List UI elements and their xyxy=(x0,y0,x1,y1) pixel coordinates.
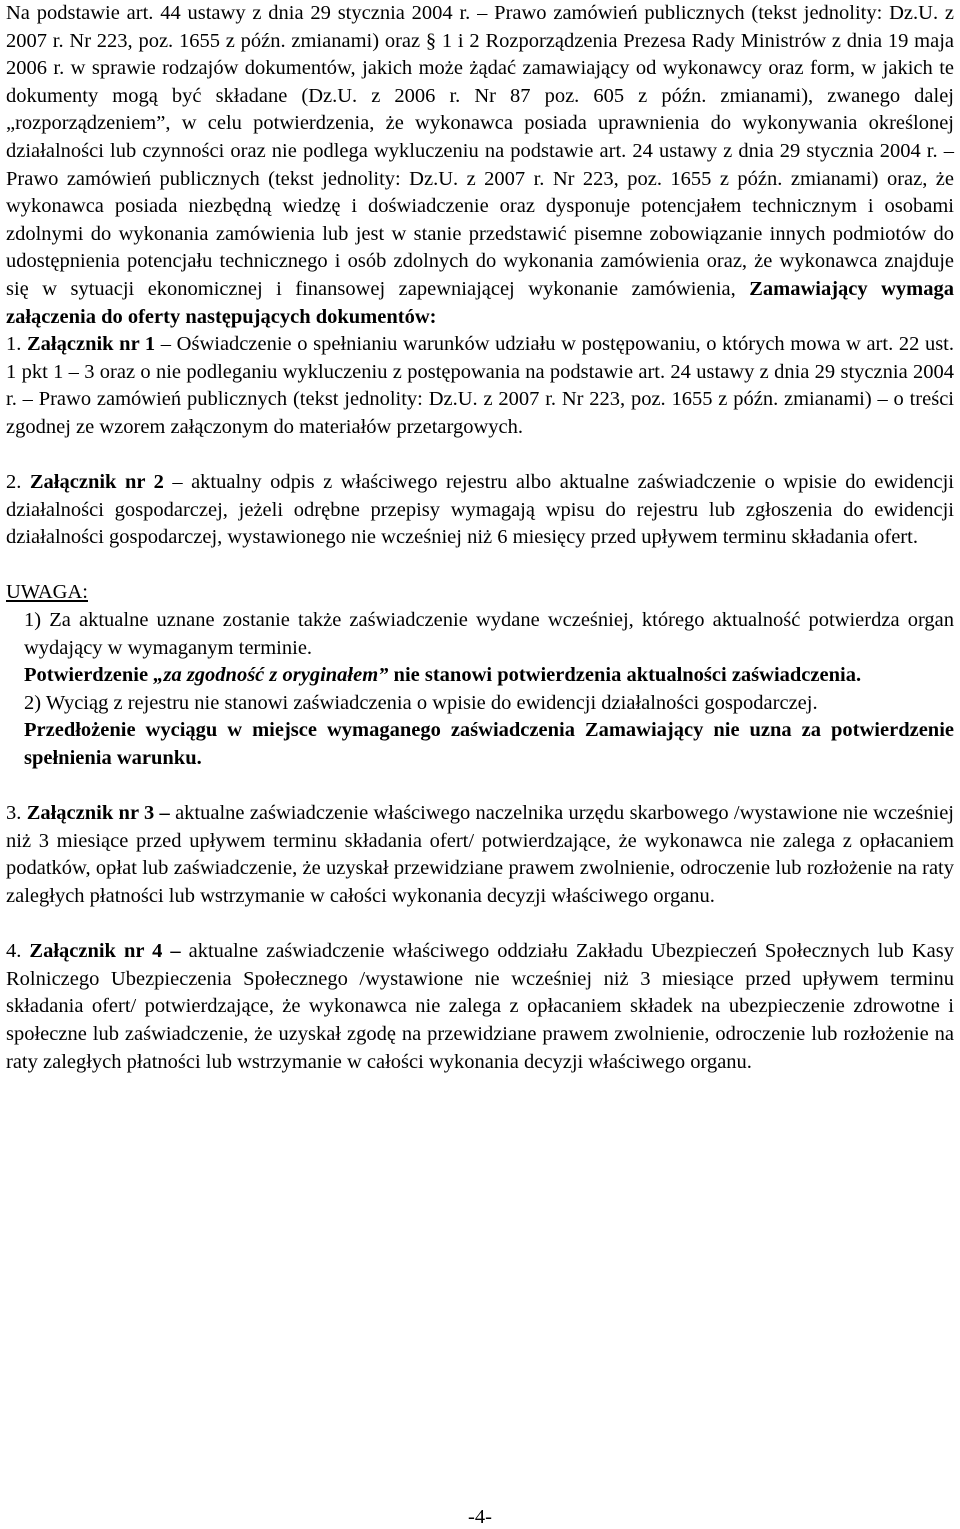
uwaga-note-end: nie stanowi potwierdzenia aktualności zaświadczenia. xyxy=(388,664,862,687)
uwaga-extract-text: Przedłożenie wyciągu w miejsce wymaganego zaświadczenia Zamawiający nie uzna za potwierdzenie spełnienia warunku. xyxy=(24,719,954,770)
item-3-label: Załącznik nr 3 – xyxy=(26,802,170,825)
uwaga-point-1: 1) Za aktualne uznane zostanie także zaświadczenie wydane wcześniej, którego aktualność potwierdza organ wydający w wymaganym terminie. xyxy=(24,609,954,659)
uwaga-note-quote: „za zgodność z oryginałem” xyxy=(153,664,389,687)
item-3-number: 3. xyxy=(6,802,27,825)
item-4-number: 4. xyxy=(6,940,30,963)
intro-paragraph xyxy=(6,0,954,331)
item-3-paragraph xyxy=(6,800,954,910)
uwaga-point-2: 2) Wyciąg z rejestru nie stanowi zaświadczenia o wpisie do ewidencji działalności gospodarczej. xyxy=(24,691,818,714)
item-2-paragraph xyxy=(6,469,954,552)
page-number: -4- xyxy=(468,1506,492,1528)
item-1-number: 1. xyxy=(6,333,27,356)
document-page xyxy=(6,0,954,1076)
item-4-text: aktualne zaświadczenie właściwego oddziału Zakładu Ubezpieczeń Społecznych lub Kasy Rolniczego Ubezpieczenia Społecznego /wystawione nie wcześniej niż 3 miesiące przed upływem terminu składania ofert/ potwierdzające, że wykonawca nie zalega z opłacaniem składek na ubezpieczenie zdrowotne i społeczne lub zaświadczenie, że uzyskał zgodę na przewidziane prawem zwolnienie, odroczenie lub rozłożenie na raty zaległych płatności lub wstrzymanie w całości wykonania decyzji właściwego organu. xyxy=(6,940,954,1073)
uwaga-heading: UWAGA: xyxy=(6,581,88,604)
item-2-number: 2. xyxy=(6,471,30,494)
spacer xyxy=(6,552,954,580)
uwaga-certification-note xyxy=(24,662,954,690)
spacer xyxy=(6,442,954,470)
item-1-text: – Oświadczenie o spełnianiu warunków udziału w postępowaniu, o których mowa w art. 22 ust. 1 pkt 1 – 3 oraz o nie podleganiu wykluczeniu z postępowania na podstawie art. 24 ustawy z dnia 29 stycznia 2004 r. – Prawo zamówień publicznych (tekst jednolity: Dz.U. z 2007 r. Nr 223, poz. 1655 z późn. zmianami) – o treści zgodnej ze wzorem załączonym do materiałów przetargowych. xyxy=(6,333,954,438)
uwaga-note-start: Potwierdzenie xyxy=(24,664,154,687)
item-1-label: Załącznik nr 1 xyxy=(27,333,156,356)
item-1-paragraph xyxy=(6,331,954,441)
intro-text: Na podstawie art. 44 ustawy z dnia 29 stycznia 2004 r. – Prawo zamówień publicznych (tekst jednolity: Dz.U. z 2007 r. Nr 223, poz. 1655 z późn. zmianami) oraz § 1 i 2 Rozporządzenia Prezesa Rady Ministrów z dnia 19 maja 2006 r. w sprawie rodzajów dokumentów, jakich może żądać zamawiający od wykonawcy oraz form, w jakich te dokumenty mogą być składane (Dz.U. z 2006 r. Nr 87 poz. 605 z późn. zmianami), zwanego dalej „rozporządzeniem”, w celu potwierdzenia, że wykonawca posiada uprawnienia do wykonywania określonej działalności lub czynności oraz nie podlega wykluczeniu na podstawie art. 24 ustawy z dnia 29 stycznia 2004 r. – Prawo zamówień publicznych (tekst jednolity: Dz.U. z 2007 r. Nr 223, poz. 1655 z późn. zmianami) oraz, że wykonawca posiada niezbędną wiedzę i doświadczenie oraz dysponuje potencjałem technicznym i osobami zdolnymi do wykonania zamówienia lub jest w stanie przedstawić pisemne zobowiązanie innych podmiotów do udostępnienia potencjału technicznego i osób zdolnych do wykonania zamówienia oraz, że wykonawca znajduje się w sytuacji ekonomicznej i finansowej zapewniającej wykonanie zamówienia, xyxy=(6,2,954,300)
item-3-text: aktualne zaświadczenie właściwego naczelnika urzędu skarbowego /wystawione nie wcześniej niż 3 miesiące przed upływem terminu składania ofert/ potwierdzające, że wykonawca nie zalega z opłacaniem podatków, opłat lub zaświadczenie, że uzyskał przewidziane prawem zwolnienie, odroczenie lub rozłożenie na raty zaległych płatności lub wstrzymanie w całości wykonania decyzji właściwego organu. xyxy=(6,802,955,907)
item-4-paragraph xyxy=(6,938,954,1076)
item-4-label: Załącznik nr 4 – xyxy=(29,940,181,963)
item-2-text: – aktualny odpis z właściwego rejestru albo aktualne zaświadczenie o wpisie do ewidencji działalności gospodarczej, jeżeli odrębne przepisy wymagają wpisu do rejestru lub zgłoszenia do ewidencji działalności gospodarczej, wystawionego nie wcześniej niż 6 miesięcy przed upływem terminu składania ofert. xyxy=(6,471,954,549)
uwaga-section xyxy=(6,607,954,773)
item-2-label: Załącznik nr 2 xyxy=(29,471,164,494)
intro-bold-requirement: Zamawiający wymaga załączenia do oferty następujących dokumentów: xyxy=(6,277,954,328)
spacer xyxy=(6,773,954,801)
uwaga-extract-note xyxy=(24,717,954,772)
spacer xyxy=(6,911,954,939)
